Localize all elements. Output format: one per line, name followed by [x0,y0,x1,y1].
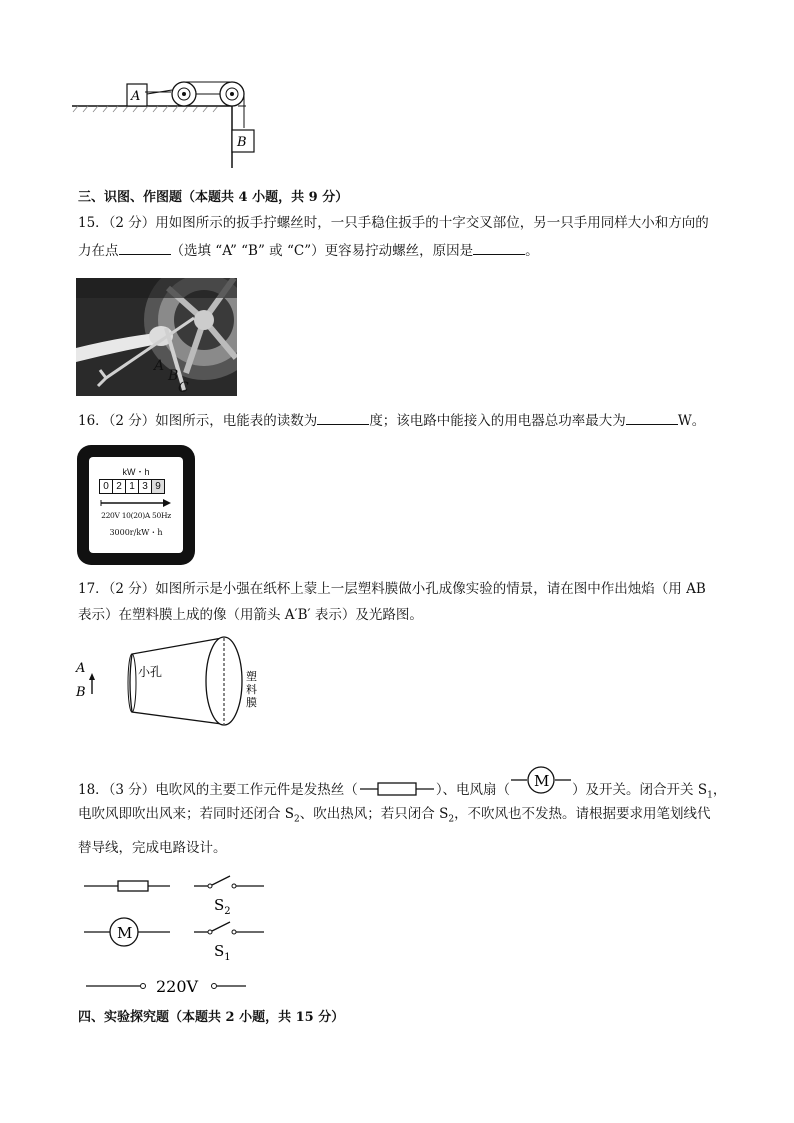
wrench-label-c: C [178,380,189,396]
block-b-label: B [237,135,247,150]
switch-s1-icon [194,922,264,934]
circuit-components [78,870,278,1000]
switch-s1-label: $S_1$ [214,942,231,963]
q15-blank-reason[interactable] [473,240,525,255]
q16-blank-reading[interactable] [317,410,369,425]
supply-label: 220V [156,977,199,996]
switch-s2-icon [194,876,264,888]
candle-label-a: A [76,661,86,676]
q18-sub-1: 1 [707,790,713,801]
pinhole-label: 小孔 [138,665,163,679]
q18-text-d: ， [712,782,727,798]
q16-text-c: W。 [677,413,706,429]
q15-text-b: （选填 “A” “B” 或 “C”）更容易拧动螺丝，原因是 [170,243,474,259]
section-4-heading: 四、实验探究题（本题共 2 小题，共 15 分） [78,1010,345,1025]
pinhole-figure [72,632,272,727]
q15-text-a: 力在点 [78,243,119,259]
meter-digit: 9 [152,479,165,494]
q17-line-2: 表示）在塑料膜上成的像（用箭头 A′B′ 表示）及光路图。 [78,607,423,623]
q17-line-1: 17．（2 分）如图所示是小强在纸杯上蒙上一层塑料膜做小孔成像实验的情景，请在图中作出烛焰（用 AB [78,581,706,597]
q18-line-1 [78,763,726,805]
wrench-photo [76,278,237,396]
heater-resistor-icon [84,881,170,891]
meter-digit: 0 [99,479,113,494]
q15-line-2 [78,240,539,260]
svg-text:M: M [534,772,550,790]
motor-symbol-icon [511,763,571,797]
q18-text-2a: 电吹风即吹出风来；若同时还闭合 S [78,806,295,822]
q15-line-1: 15．（2 分）用如图所示的扳手拧螺丝时，一只手稳住扳手的十字交叉部位，另一只手用同样大小和方向的 [78,215,709,231]
q18-sub-2b: 2 [448,814,455,825]
section-3-heading: 三、识图、作图题（本题共 4 小题，共 9 分） [78,190,349,205]
candle-label-b: B [76,685,86,700]
q18-text-a: 18．（3 分）电吹风的主要工作元件是发热丝（ [78,782,358,798]
q16-text-a: 16．（2 分）如图所示，电能表的读数为 [78,413,318,429]
q18-line-3: 替导线，完成电路设计。 [78,840,227,856]
resistor-symbol-icon [360,780,434,798]
switch-s2-label: $S_2$ [214,896,231,917]
q16-blank-power[interactable] [626,410,678,425]
q15-text-c: 。 [525,243,539,259]
energy-meter [77,445,195,565]
q18-text-c: ）及开关。闭合开关 S [572,782,708,798]
meter-digits [99,479,165,494]
pulley-figure [70,70,270,170]
svg-text:M: M [117,924,133,942]
meter-digit: 3 [139,479,152,494]
q16-line [78,410,705,430]
film-char-2: 料 [246,683,257,696]
film-char-3: 膜 [246,696,257,709]
meter-digit: 2 [113,479,126,494]
q15-blank-point[interactable] [119,240,171,255]
wrench-label-a: A [154,358,165,374]
motor-icon [84,918,170,946]
q16-text-b: 度；该电路中能接入的用电器总功率最大为 [369,413,626,429]
meter-digit: 1 [126,479,139,494]
q18-text-b: ）、电风扇（ [435,782,511,798]
meter-spec: 220V 10(20)A 50Hz [101,511,171,520]
wrench-label-b: B [168,368,179,384]
meter-constant: 3000r/kW・h [109,528,163,537]
meter-unit: kW・h [122,467,150,477]
q18-text-2c: ，不吹风也不发热。请根据要求用笔划线代 [454,806,711,822]
q18-sub-2a: 2 [294,814,300,825]
film-char-1: 塑 [246,670,257,683]
q18-line-2 [78,805,711,829]
block-a-label: A [131,89,141,104]
meter-arrow-icon [99,498,173,508]
q18-text-2b: 、吹出热风；若只闭合 S [299,806,449,822]
